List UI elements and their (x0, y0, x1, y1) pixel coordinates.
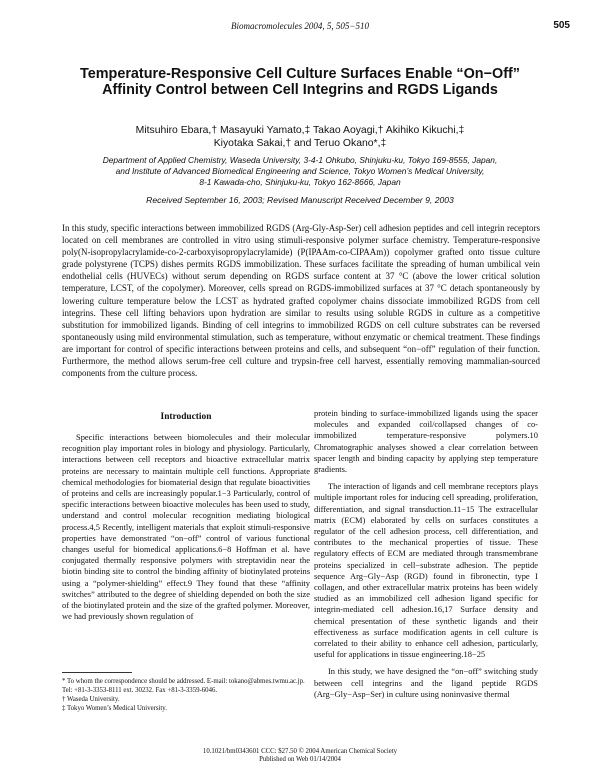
section-heading: Introduction (160, 412, 212, 422)
paragraph: The interaction of ligands and cell membrane receptors plays multiple important roles for inducing cell spreading, proliferation, differentiation, and signal transduction.11−15 The extracellular matrix (ECM) elaborated by cells on surfaces constitutes a regulator of the cell adhesion process, cell differentiation, and contributes to the mechanical properties of tissue. These regulatory effects of ECM are mediated through transmembrane proteins specialized in cell−substrate adhesion. The peptide sequence Arg−Gly−Asp (RGD) found in fibronectin, type I collagen, and other extracellular matrix proteins has been widely studied as an immobilized cell adhesion ligand specific for integrin-mediated cell adhesion.16,17 Surface density and chemical presentation of these synthetic ligands and their effectiveness as surface modification agents in cell culture is correlated to their ability to enhance cell adhesion, particularly, useful for applications in tissue engineering.18−25 (314, 481, 538, 660)
publication-date: Published on Web 01/14/2004 (259, 756, 341, 763)
paragraph: Specific interactions between biomolecules and their molecular recognition play important roles in biology and physiology. Particularly, interactions between cell receptors and bioactive extracellular matrix proteins are necessary to maintain multiple cell functions. Appropriate chemical methodologies for biomaterial design that regulate bioactivities of proteins and cells are increasingly popular.1−3 Particularly, control of specific interactions between bioactive molecules has been used to study, understand and control molecular recognition mediating biological process.4,5 Recently, intelligent materials that exploit stimuli-responsive properties have demonstrated “on−off” control of various functional changes useful for biomedical applications.6−8 Hoffman et al. have conjugated thermally responsive polymers with streptavidin near the biotin binding site to control the binding affinity of biotinylated proteins using a “polymer-shielding” effect.9 They found that these “affinity switches” attributed to the degree of shielding depended on both the size of the biotinylated protein and the size of the grafted polymer. Moreover, we had previously shown regulation of (62, 432, 310, 622)
paragraph: In this study, we have designed the “on−off” switching study between cell integrins and the ligand peptide RGDS (Arg−Gly−Asp−Ser) in culture using noninvasive thermal (314, 666, 538, 699)
journal-citation: Biomacromolecules 2004, 5, 505−510 (231, 21, 369, 31)
page-number: 505 (553, 20, 570, 31)
footnotes (62, 677, 310, 713)
author-line: Kiyotaka Sakai,† and Teruo Okano*,‡ (213, 138, 387, 149)
footnote-dagger: † Waseda University. (62, 696, 120, 703)
affiliations (70, 155, 530, 188)
left-column (62, 432, 310, 622)
paragraph: protein binding to surface-immobilized ligands using the spacer molecules and expanded coil/collapsed changes of co-immobilized temperature-responsive polymers.10 Chromatographic analyses showed a clear correlation between spacer length and binding capacity by applying step temperature gradients. (314, 408, 538, 475)
footnote-ddagger: ‡ Tokyo Women’s Medical University. (62, 705, 167, 712)
affiliation-line: and Institute of Advanced Biomedical Engineering and Science, Tokyo Women’s Medical University, (115, 166, 485, 176)
author-line: Mitsuhiro Ebara,† Masayuki Yamato,‡ Takao Aoyagi,† Akihiko Kikuchi,‡ (135, 125, 465, 136)
right-column (314, 408, 538, 700)
affiliation-line: Department of Applied Chemistry, Waseda University, 3-4-1 Ohkubo, Shinjuku-ku, Tokyo 169-8555, Japan, (102, 155, 498, 165)
doi-copyright: 10.1021/bm0343601 CCC: $27.50 © 2004 American Chemical Society (202, 748, 398, 755)
abstract: In this study, specific interactions between immobilized RGDS (Arg-Gly-Asp-Ser) cell adhesion peptides and cell integrin receptors located on cell membranes are controlled in vitro using stimuli-responsive polymer surface chemistry. Temperature-responsive poly(N-isopropylacrylamide-co-2-carboxyisopropylacrylamide) (P(IPAAm-co-CIPAAm)) copolymer grafted onto tissue culture grade polystyrene (TCPS) dishes permits RGDS immobilization. These surfaces facilitate the spreading of human umbilical vein endothelial cells (HUVECs) without serum depending on RGDS surface content at 37 °C (above the lower critical solution temperature, LCST, of the copolymer). Moreover, cells spread on RGDS-immobilized surfaces at 37 °C detach spontaneously by lowering culture temperature below the LCST as hydrated grafted copolymer chains dissociate immobilized RGDS from cell integrins. These cell lifting behaviors upon hydration are similar to results using soluble RGDS in culture as a competitive substitution for immobilized ligands. Binding of cell integrins to immobilized RGDS on cell culture substrates can be reversed spontaneously using mild environmental stimulation, such as temperature, without enzymatic or chemical treatment. These findings are important for control of specific interactions between proteins and cells, and subsequent “on−off” regulation of their function. Furthermore, the method allows serum-free cell culture and trypsin-free cell harvest, essentially removing mammalian-sourced components from the culture process. (62, 223, 540, 379)
footnote-rule (62, 672, 132, 673)
article-title: Temperature-Responsive Cell Culture Surfaces Enable “On−Off” Affinity Control between Cell Integrins and RGDS Ligands (80, 66, 520, 98)
footnote-corresponding: * To whom the correspondence should be addressed. E-mail: tokano@abmes.twmu.ac.jp. Tel: +81-3-3353-8111 ext. 30232. Fax +81-3-3359-6046. (62, 678, 305, 694)
page-footer (0, 748, 600, 764)
author-list (60, 124, 540, 150)
page-header (0, 20, 600, 34)
affiliation-line: 8-1 Kawada-cho, Shinjuku-ku, Tokyo 162-8666, Japan (199, 177, 401, 187)
received-dates: Received September 16, 2003; Revised Manuscript Received December 9, 2003 (146, 195, 454, 205)
